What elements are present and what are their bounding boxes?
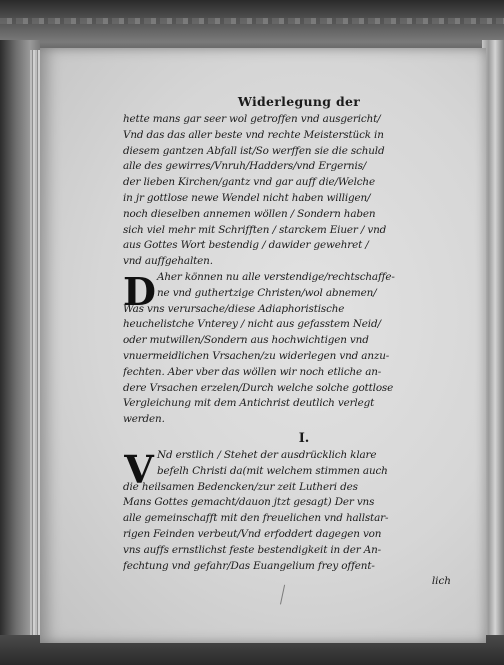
paragraph-2 [123, 270, 455, 428]
text-line: ne vnd guthertzige Christen/wol abnemen/ [157, 286, 377, 299]
text-line: in jr gottlose newe Wendel nicht haben willigen/ [123, 191, 371, 204]
text-line: Mans Gottes gemacht/dauon jtzt gesagt) Der vns [123, 496, 375, 509]
text-line: vns auffs ernstlichst feste bestendigkeit in der An- [123, 543, 381, 556]
catchword: lich [431, 575, 451, 588]
paragraph-3 [123, 448, 455, 574]
text-line: fechten. Aber vber das wöllen wir noch etliche an- [123, 365, 382, 378]
text-line: vnuermeidlichen Vrsachen/zu widerlegen vnd anzu- [123, 349, 390, 362]
text-line: dere Vrsachen erzelen/Durch welche solche gottlose [123, 381, 394, 394]
text-line: Aher können nu alle verstendige/rechtschaffe- [157, 270, 395, 283]
text-line: Vergleichung mit dem Antichrist deutlich verlegt [123, 397, 375, 410]
page-text-block [123, 92, 455, 589]
section-number: I. [298, 430, 310, 446]
decorated-initial: V [124, 446, 154, 492]
text-line: heuchelistche Vnterey / nicht aus gefasstem Neid/ [123, 318, 381, 331]
text-line: der lieben Kirchen/gantz vnd gar auff die/Welche [123, 176, 375, 189]
text-line: werden. [123, 413, 165, 426]
text-line: die heilsamen Bedencken/zur zeit Lutheri des [123, 480, 358, 493]
text-line: alle des gewirres/Vnruh/Hadders/vnd Ergernis/ [123, 160, 367, 173]
text-line: vnd auffgehalten. [123, 255, 213, 268]
decorated-initial: D [123, 268, 156, 314]
text-line: Vnd das das aller beste vnd rechte Meisterstück in [123, 128, 384, 141]
text-line: oder mutwillen/Sondern aus hochwichtigen vnd [123, 334, 369, 347]
text-line: diesem gantzen Abfall ist/So werffen sie die schuld [123, 144, 385, 157]
text-line: Nd erstlich / Stehet der ausdrücklich klare [157, 448, 377, 461]
text-line: rigen Feinden verbeut/Vnd erfoddert dagegen von [123, 527, 382, 540]
text-line: alle gemeinschafft mit den freuelichen vnd hallstar- [123, 512, 389, 525]
text-line: noch dieselben annemen wöllen / Sondern haben [123, 207, 376, 220]
text-line: fechtung vnd gefahr/Das Euangelium frey offent- [123, 559, 375, 572]
text-line: Was vns verursache/diese Adiaphoristische [123, 302, 345, 315]
text-line: befelh Christi da(mit welchem stimmen auch [157, 464, 388, 477]
text-line: aus Gottes Wort bestendig / dawider gewehret / [123, 239, 369, 252]
running-head: Widerlegung der [237, 94, 361, 109]
paragraph-1 [123, 112, 455, 270]
text-line: sich viel mehr mit Schrifften / starckem Eiuer / vnd [123, 223, 387, 236]
text-line: hette mans gar seer wol getroffen vnd ausgericht/ [123, 113, 381, 125]
